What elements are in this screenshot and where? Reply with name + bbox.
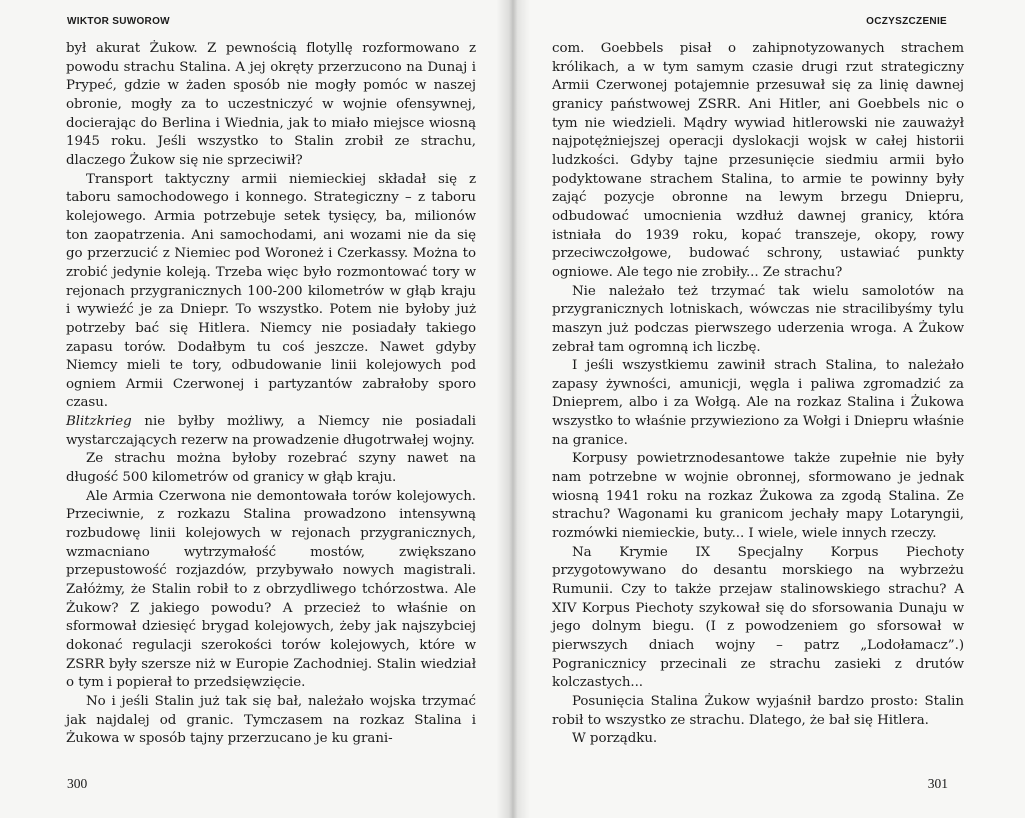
right-page <box>510 0 1025 818</box>
running-head-chapter: OCZYSZCZENIE <box>866 16 947 27</box>
book-gutter-shadow <box>496 0 530 818</box>
paragraph: Nie należało też trzymać tak wielu samolotów na przygranicznych lotniskach, wówczas nie stracilibyśmy tylu maszyn już podczas pierwszego uderzenia wroga. A Żukow zebrał tam ogromną ich liczbę. <box>552 283 964 355</box>
left-page-text <box>66 40 476 749</box>
paragraph: Transport taktyczny armii niemieckiej składał się z taboru samochodowego i konnego. Strategiczny – z taboru kolejowego. Armia potrzebuje setek tysięcy, ba, milionów ton zaopatrzenia. Ani samochodami, ani wozami nie da się go przerzucić z Niemiec pod Woroneż i Czerkassy. Można to zrobić jedynie koleją. Trzeba więc było rozmontować tory w rejonach przygranicznych 100-200 kilometrów w głąb kraju i wywieźć je za Dniepr. To wszystko. Potem nie byłoby już potrzeby bać się Hitlera. Niemcy nie posiadały takiego zapasu torów. Dodałbym tu coś jeszcze. Nawet gdyby Niemcy mieli te tory, odbudowanie linii kolejowych pod ogniem Armii Czerwonej i partyzantów zabrałoby sporo czasu. <box>66 171 476 411</box>
paragraph: Ale Armia Czerwona nie demontowała torów kolejowych. Przeciwnie, z rozkazu Stalina prowadzono intensywną rozbudowę linii kolejowych w rejonach przygranicznych, wzmacniano wytrzymałość mostów, zwiększano przepustowość rozjazdów, przybywało nowych magistrali. Załóżmy, że Stalin robił to z obrzydliwego tchórzostwa. Ale Żukow? Z jakiego powodu? A przecież to właśnie on sformował dziesięć brygad kolejowych, żeby jak najszybciej dokonać regulacji szerokości torów kolejowych, które w ZSRR były szersze niż w Europie Zachodniej. Stalin wiedział o tym i popierał to przedsięwzięcie. <box>66 488 476 691</box>
running-head-author: WIKTOR SUWOROW <box>67 16 170 27</box>
paragraph: W porządku. <box>572 731 658 747</box>
paragraph: Korpusy powietrznodesantowe także zupełnie nie były nam potrzebne w wojnie obronnej, sformowano je jednak wiosną 1941 roku na rozkaz Żukowa za zgodą Stalina. Ze strachu? Wagonami ku granicom jechały mapy Lotaryngii, rozmówki niemieckie, buty... I wiele, wiele innych rzeczy. <box>552 451 964 542</box>
paragraph-blitzkrieg <box>66 413 476 450</box>
left-page <box>0 0 510 818</box>
page-number-right: 301 <box>927 776 948 791</box>
paragraph: Posunięcia Stalina Żukow wyjaśnił bardzo prosto: Stalin robił to wszystko ze strachu. Dlatego, że bał się Hitlera. <box>552 693 964 728</box>
paragraph: com. Goebbels pisał o zahipnotyzowanych strachem królikach, a w tym samym czasie drugi rzut strategiczny Armii Czerwonej potajemnie przesuwał się za linię dawnej granicy państwowej ZSRR. Ani Hitler, ani Goebbels nic o tym nie wiedzieli. Mądry wywiad hitlerowski nie zauważył najpotężniejszej operacji dyslokacji wojsk w całej historii ludzkości. Gdyby tajne przesunięcie siedmiu armii było podyktowane strachem Stalina, to armie te powinny były zająć pozycje obronne na lewym brzegu Dniepru, odbudować umocnienia wzdłuż dawnej granicy, która istniała do 1939 roku, kopać transzeje, okopy, rowy przeciwczołgowe, budować schrony, ustawiać punkty ogniowe. Ale tego nie zrobiły... Ze strachu? <box>552 41 964 280</box>
paragraph: No i jeśli Stalin już tak się bał, należało wojska trzymać jak najdalej od granic. Tymczasem na rozkaz Stalina i Żukowa w sposób tajny przerzucano je ku grani- <box>66 693 476 747</box>
paragraph: Ze strachu można byłoby rozebrać szyny nawet na długość 500 kilometrów od granicy w głąb kraju. <box>66 451 476 486</box>
paragraph: Na Krymie IX Specjalny Korpus Piechoty przygotowywano do desantu morskiego na wybrzeżu Rumunii. Czy to także przejaw stalinowskiego strachu? A XIV Korpus Piechoty szykował się do sforsowania Dunaju w jego dolnym biegu. (I z powodzeniem go sforsował w pierwszych dniach wojny – patrz „Lodołamacz”.) Pogranicznicy przecinali ze strachu zasieki z drutów kolczastych... <box>552 544 964 691</box>
paragraph: był akurat Żukow. Z pewnością flotyllę rozformowano z powodu strachu Stalina. A jej okręty przerzucono na Dunaj i Prypeć, gdzie w żaden sposób nie mogły pomóc w naszej obronie, mogły za to uczestniczyć w wojnie ofensywnej, docierając do Berlina i Wiednia, jak to miało miejsce wiosną 1945 roku. Jeśli wszystko to Stalin zrobił ze strachu, dlaczego Żukow się nie sprzeciwił? <box>66 41 476 168</box>
right-page-text <box>552 40 964 749</box>
page-number-left: 300 <box>67 776 88 791</box>
italic-term: Blitzkrieg <box>66 414 132 430</box>
paragraph-text: nie byłby możliwy, a Niemcy nie posiadali wystarczających rezerw na prowadzenie długotrwałej wojny. <box>66 414 476 448</box>
paragraph: I jeśli wszystkiemu zawinił strach Stalina, to należało zapasy żywności, amunicji, węgla i paliwa zgromadzić za Dnieprem, albo i za Wołgą. Ale na rozkaz Stalina i Żukowa wszystko to właśnie przywieziono za Wołgi i Dniepru właśnie na granice. <box>552 358 964 448</box>
